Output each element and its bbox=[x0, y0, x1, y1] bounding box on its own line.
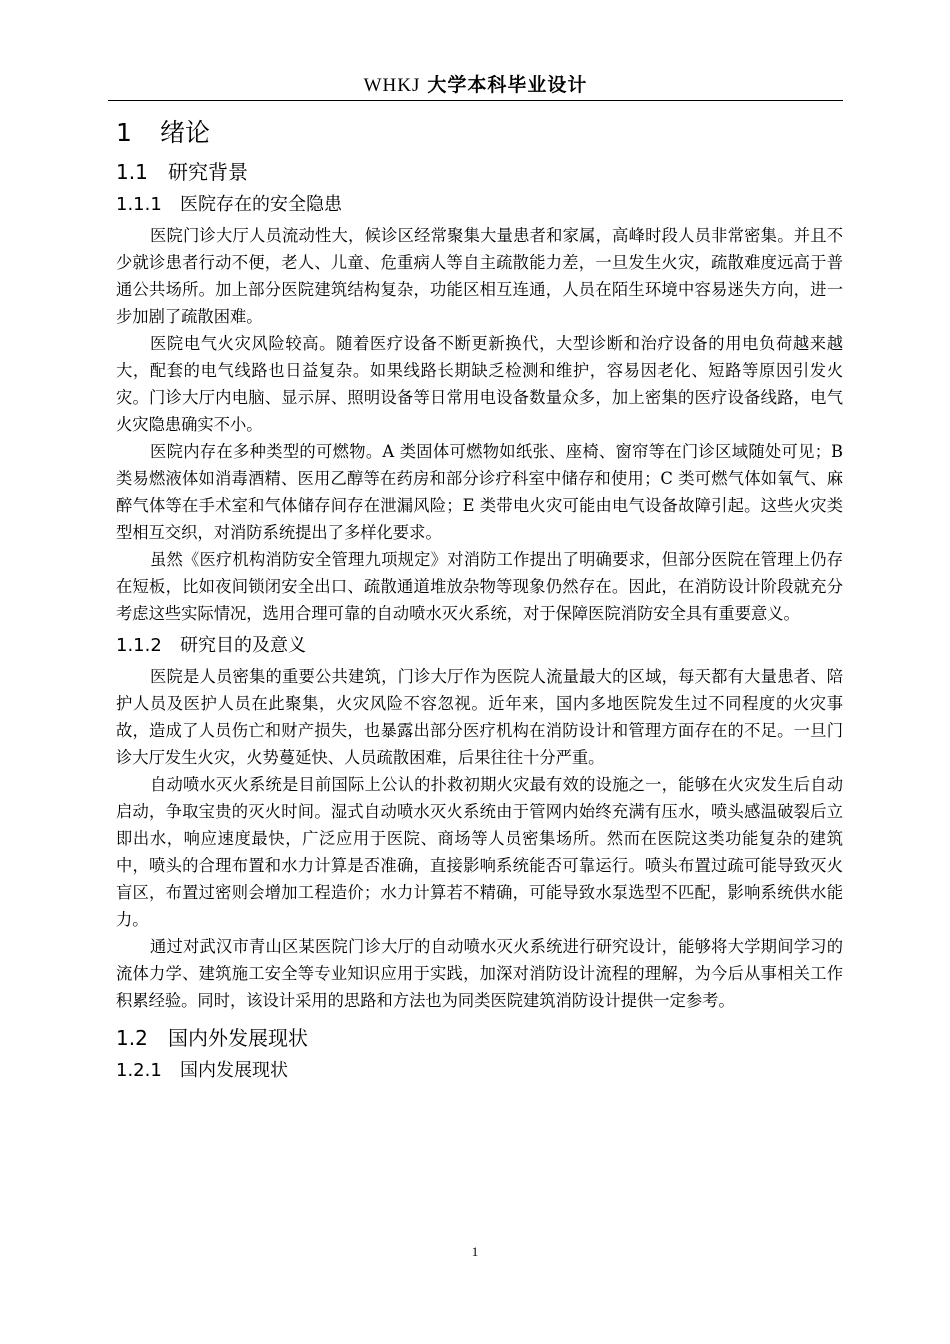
page-number: 1 bbox=[471, 1244, 479, 1259]
section-heading-1-2 bbox=[116, 1024, 843, 1052]
paragraph: 虽然《医疗机构消防安全管理九项规定》对消防工作提出了明确要求，但部分医院在管理上仍存在短板，比如夜间锁闭安全出口、疏散通道堆放杂物等现象仍然存在。因此，在消防设计阶段就充分考虑这些实际情况，选用合理可靠的自动喷水灭火系统，对于保障医院消防安全具有重要意义。 bbox=[116, 550, 843, 623]
subsection-title: 医院存在的安全隐患 bbox=[180, 194, 342, 215]
subsection-number: 1.1.1 bbox=[116, 194, 162, 215]
section-number: 1.2 bbox=[116, 1026, 148, 1050]
paragraph: 医院内存在多种类型的可燃物。A 类固体可燃物如纸张、座椅、窗帘等在门诊区域随处可见；B 类易燃液体如消毒酒精、医用乙醇等在药房和部分诊疗科室中储存和使用；C 类可燃气体如氧气、麻醉气体等在手术室和气体储存间存在泄漏风险；E 类带电火灾可能由电气设备故障引起。这些火灾类型相互交织，对消防系统提出了多样化要求。 bbox=[116, 442, 843, 542]
section-heading-1-1 bbox=[116, 158, 843, 186]
header-university: 大学本科毕业设计 bbox=[427, 74, 588, 96]
subsection-heading-1-1-2 bbox=[116, 633, 843, 659]
subsection-heading-1-2-1 bbox=[116, 1058, 843, 1084]
subsection-title: 国内发展现状 bbox=[180, 1060, 288, 1081]
chapter-title: 绪论 bbox=[160, 118, 211, 147]
chapter-number: 1 bbox=[116, 118, 132, 147]
paragraph: 医院电气火灾风险较高。随着医疗设备不断更新换代，大型诊断和治疗设备的用电负荷越来越大，配套的电气线路也日益复杂。如果线路长期缺乏检测和维护，容易因老化、短路等原因引发火灾。门诊大厅内电脑、显示屏、照明设备等日常用电设备数量众多，加上密集的医疗设备线路，电气火灾隐患确实不小。 bbox=[116, 334, 843, 434]
subsection-number: 1.1.2 bbox=[116, 635, 162, 656]
paragraph: 医院门诊大厅人员流动性大，候诊区经常聚集大量患者和家属，高峰时段人员非常密集。并且不少就诊患者行动不便，老人、儿童、危重病人等自主疏散能力差，一旦发生火灾，疏散难度远高于普通公共场所。加上部分医院建筑结构复杂，功能区相互连通，人员在陌生环境中容易迷失方向，进一步加剧了疏散困难。 bbox=[116, 226, 843, 326]
subsection-title: 研究目的及意义 bbox=[180, 635, 306, 656]
paragraph: 通过对武汉市青山区某医院门诊大厅的自动喷水灭火系统进行研究设计，能够将大学期间学习的流体力学、建筑施工安全等专业知识应用于实践，加深对消防设计流程的理解，为今后从事相关工作积累经验。同时，该设计采用的思路和方法也为同类医院建筑消防设计提供一定参考。 bbox=[116, 937, 843, 1010]
page-header bbox=[108, 70, 843, 101]
section-number: 1.1 bbox=[116, 160, 148, 184]
section-title: 研究背景 bbox=[168, 160, 248, 184]
subsection-number: 1.2.1 bbox=[116, 1060, 162, 1081]
page-content bbox=[116, 108, 843, 1088]
chapter-heading bbox=[116, 118, 843, 148]
subsection-heading-1-1-1 bbox=[116, 192, 843, 218]
paragraph: 医院是人员密集的重要公共建筑，门诊大厅作为医院人流量最大的区域，每天都有大量患者、陪护人员及医护人员在此聚集，火灾风险不容忽视。近年来，国内多地医院发生过不同程度的火灾事故，造成了人员伤亡和财产损失，也暴露出部分医疗机构在消防设计和管理方面存在的不足。一旦门诊大厅发生火灾，火势蔓延快、人员疏散困难，后果往往十分严重。 bbox=[116, 667, 843, 767]
paragraph: 自动喷水灭火系统是目前国际上公认的扑救初期火灾最有效的设施之一，能够在火灾发生后自动启动，争取宝贵的灭火时间。湿式自动喷水灭火系统由于管网内始终充满有压水，喷头感温破裂后立即出水，响应速度最快，广泛应用于医院、商场等人员密集场所。然而在医院这类功能复杂的建筑中，喷头的合理布置和水力计算是否准确，直接影响系统能否可靠运行。喷头布置过疏可能导致灭火盲区，布置过密则会增加工程造价；水力计算若不精确，可能导致水泵选型不匹配，影响系统供水能力。 bbox=[116, 775, 843, 929]
header-code: WHKJ bbox=[363, 75, 421, 96]
section-title: 国内外发展现状 bbox=[168, 1026, 308, 1050]
